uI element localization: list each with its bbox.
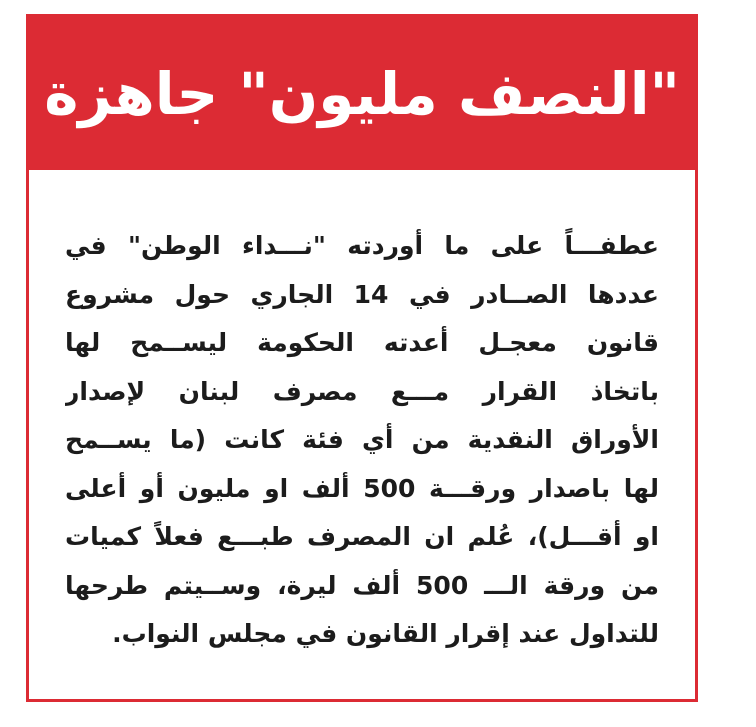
article-line: للتداول عند إقرار القانون في مجلس النواب. [112, 619, 659, 648]
article-line: عطفـــاً على ما أوردته "نـــداء الوطن" في [65, 231, 659, 260]
article-line: او أقـــل)، عُلم ان المصرف طبـــع فعلاً كميات [65, 522, 659, 551]
article-line: قانون معجـل أعدته الحكومة ليســمح لها [65, 328, 659, 357]
article-line: من ورقة الـــ 500 ألف ليرة، وســيتم طرحها [65, 570, 659, 600]
article-box [26, 14, 698, 702]
article-line: باتخاذ القرار مـــع مصرف لبنان لإصدار [65, 376, 659, 406]
article-body [65, 222, 659, 659]
article-line: الأوراق النقدية من أي فئة كانت (ما يســمح [65, 425, 659, 454]
title-banner [29, 17, 695, 170]
article-title: "النصف مليون" جاهزة [44, 59, 680, 128]
article-line: لها باصدار ورقـــة 500 ألف او مليون أو أعلى [65, 473, 659, 503]
article-line: عددها الصــادر في 14 الجاري حول مشروع [65, 279, 659, 309]
